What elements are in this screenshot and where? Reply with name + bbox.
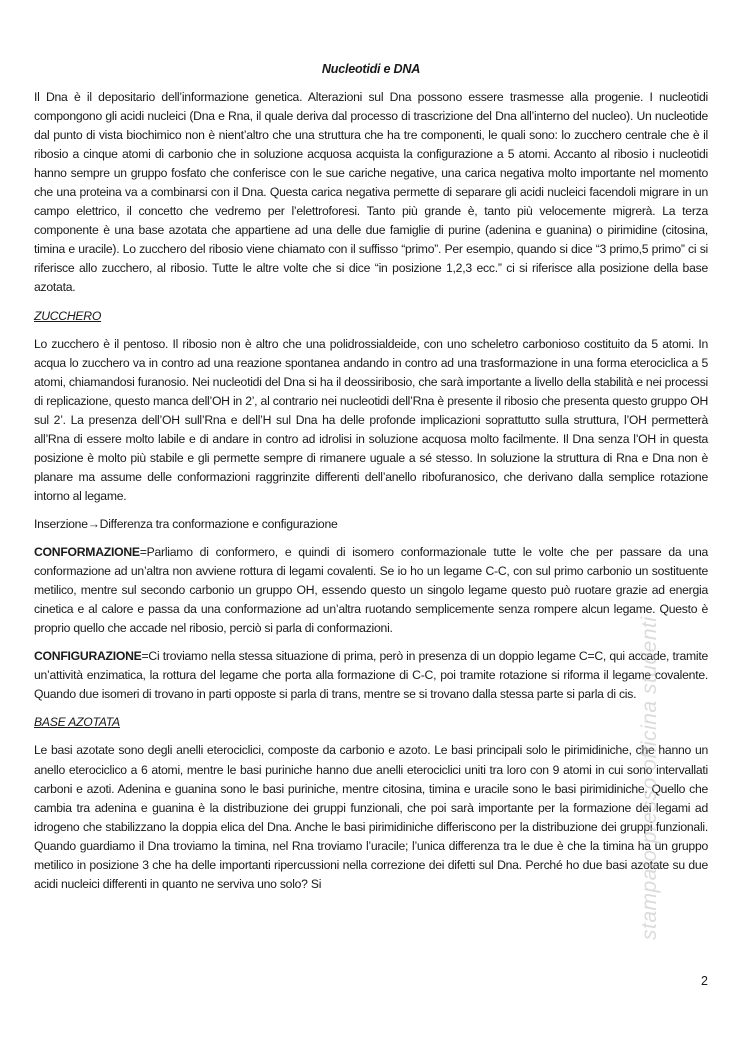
arrow-right-icon: → <box>87 516 100 531</box>
insertion-note <box>34 515 708 534</box>
insertion-text: Differenza tra conformazione e configurazione <box>99 516 338 531</box>
conformazione-text: =Parliamo di conformero, e quindi di isomero conformazionale tutte le volte che per passare da una conformazione ad un’altra non avviene rottura di legami covalenti. Se io ho un legame C-C, con sul primo carbonio un sostituente metilico, mentre sul secondo carbonio un gruppo OH, essendo questo un singolo legame questo può ruotare grazie ad energia cinetica e al calore e passa da una conformazione ad un’altra ruotando semplicemente senza rompere alcun legame. Questo è proprio quello che accade nel ribosio, perciò si parla di conformazioni. <box>34 545 708 636</box>
page-number: 2 <box>701 974 708 988</box>
zucchero-paragraph: Lo zucchero è il pentoso. Il ribosio non è altro che una polidrossialdeide, con uno scheletro carbonioso costituito da 5 atomi. In acqua lo zucchero va in contro ad una reazione spontanea andando in contro ad una trasformazione in una forma eterociclica a 5 atomi, chiamandosi furanosio. Nei nucleotidi del Dna si ha il deossiribosio, che sarà importante a livello della stabilità e nei processi di replicazione, questo manca dell’OH in 2’, al contrario nei nucleotidi dell’Rna è presente il ribosio che presenta questo gruppo OH sul 2’. La presenza dell’OH sull’Rna e dell’H sul Dna ha delle profonde implicazioni soprattutto sulla struttura, l’OH permetterà all’Rna di essere molto labile e di andare in contro ad idrolisi in soluzione acquosa molto facilmente. Il Dna senza l’OH in questa posizione è molto più stabile e gli permette sempre di rimanere uguale a sé stesso. In soluzione la struttura di Rna e Dna non è planare ma assume delle conformazioni raggrinzite differenti dell’anello ribofuranosico, che derivano dalla semplice rotazione intorno al legame. <box>34 336 708 503</box>
document-title: Nucleotidi e DNA <box>321 62 421 76</box>
section-heading-zucchero: ZUCCHERO <box>34 308 102 323</box>
configurazione-term: CONFIGURAZIONE <box>34 649 142 664</box>
configurazione-paragraph <box>34 647 708 704</box>
insertion-prefix: Inserzione <box>34 516 88 531</box>
conformazione-paragraph <box>34 543 708 638</box>
configurazione-text: =Ci troviamo nella stessa situazione di prima, però in presenza di un doppio legame C=C, qui accade, tramite un’attività enzimatica, la rottura del legame che porta alla formazione di C-C, poi tramite rotazione si riforma il legame covalente. Quando due isomeri di trovano in parti opposte si parla di trans, mentre se si trovano dalla stessa parte si parla di cis. <box>34 649 708 702</box>
document-page <box>34 60 708 903</box>
conformazione-term: CONFORMAZIONE <box>34 545 140 560</box>
section-heading-base-azotata: BASE AZOTATA <box>34 715 120 730</box>
base-azotata-paragraph: Le basi azotate sono degli anelli eterociclici, composte da carbonio e azoto. Le basi principali solo le pirimidiniche, che hanno un anello eterociclico a 6 atomi, mentre le basi puriniche hanno due anelli eterociclici uniti tra loro con 9 atomi in cui sono intervallati carboni e azoti. Adenina e guanina sono le basi puriniche, mentre citosina, timina e uracile sono le basi pirimidiniche. Quello che cambia tra adenina e guanina è la distribuzione dei gruppi funzionali, che poi sarà importante per la formazione dei legami ad idrogeno che stabilizzano la doppia elica del Dna. Anche le basi pirimidiniche differiscono per la distribuzione dei gruppi funzionali. Quando guardiamo il Dna troviamo la timina, nel Rna troviamo l’uracile; l’unica differenza tra le due è che la timina ha un gruppo metilico in posizione 3 che ha delle importanti ripercussioni nella correzione dei difetti sul Dna. Perché ho due basi azotate su due acidi nucleici differenti in quanto ne serviva uno solo? Si <box>34 743 708 891</box>
intro-paragraph: Il Dna è il depositario dell’informazione genetica. Alterazioni sul Dna possono essere trasmesse alla progenie. I nucleotidi compongono gli acidi nucleici (Dna e Rna, il quale deriva dal processo di trascrizione del Dna all’interno del nucleo). Un nucleotide dal punto di vista biochimico non è nient’altro che una struttura che ha tre componenti, le quali sono: lo zucchero centrale che è il ribosio a cinque atomi di carbonio che in soluzione acquosa acquista la configurazione a 5 atomi. Accanto al ribosio i nucleotidi hanno sempre un gruppo fosfato che conferisce con le sue cariche negative, una carica negativa molto importante nel momento che una proteina va a combinarsi con il Dna. Questa carica negativa permette di separare gli acidi nucleici facendoli migrare in un campo elettrico, il concetto che vedremo per l’elettroforesi. Tanto più grande è, tanto più velocemente migrerà. La terza componente è una base azotata che appartiene ad una delle due famiglie di purine (adenina e guanina) o pirimidine (citosina, timina e uracile). Lo zucchero del ribosio viene chiamato con il suffisso “primo”. Per esempio, quando si dice “3 primo,5 primo” ci si riferisce allo zucchero, al ribosio. Tutte le altre volte che si dice “in posizione 1,2,3 ecc.” ci si riferisce alla posizione della base azotata. <box>34 90 708 295</box>
watermark: stampato presso officina studenti <box>638 616 661 940</box>
